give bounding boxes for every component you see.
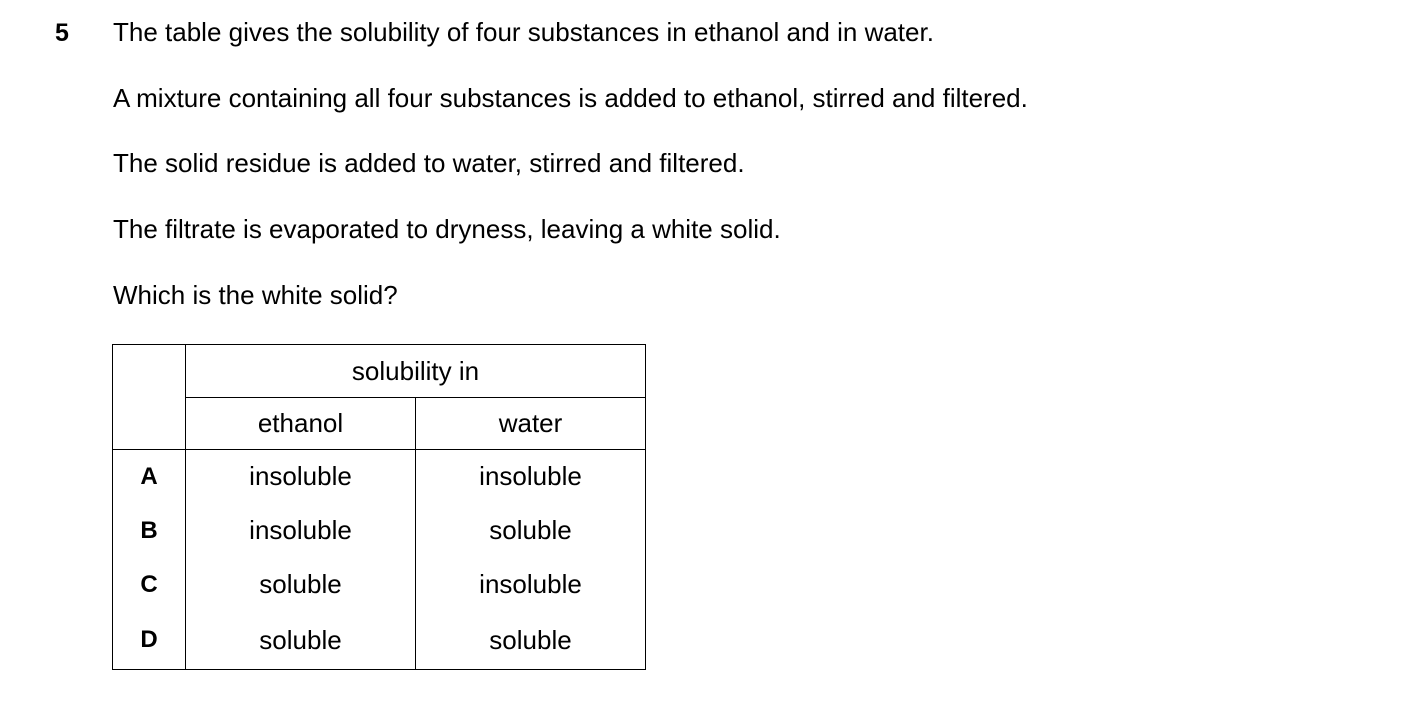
water-cell: insoluble: [416, 558, 646, 612]
option-letter: C: [113, 558, 186, 612]
table-row: [113, 558, 646, 612]
table-header-row: [113, 345, 646, 398]
table-subheader-row: [113, 398, 646, 450]
column-header-water: water: [416, 398, 646, 450]
ethanol-cell: insoluble: [186, 504, 416, 558]
ethanol-cell: insoluble: [186, 450, 416, 504]
table-corner-cell: [113, 345, 186, 450]
table-row: [113, 504, 646, 558]
ethanol-cell: soluble: [186, 612, 416, 670]
question-paragraph-3: The solid residue is added to water, stirred and filtered.: [113, 148, 745, 178]
solubility-table: [112, 344, 646, 670]
column-header-ethanol: ethanol: [186, 398, 416, 450]
question-prompt: Which is the white solid?: [113, 280, 398, 310]
water-cell: insoluble: [416, 450, 646, 504]
option-letter: A: [113, 450, 186, 504]
table-row: [113, 612, 646, 670]
water-cell: soluble: [416, 612, 646, 670]
table-row: [113, 450, 646, 504]
question-paragraph-2: A mixture containing all four substances is added to ethanol, stirred and filtered.: [113, 83, 1028, 113]
group-header-solubility-in: solubility in: [186, 345, 646, 398]
water-cell: soluble: [416, 504, 646, 558]
option-letter: B: [113, 504, 186, 558]
question-number: 5: [55, 19, 69, 47]
question-paragraph-1: The table gives the solubility of four substances in ethanol and in water.: [113, 17, 934, 47]
question-paragraph-4: The filtrate is evaporated to dryness, leaving a white solid.: [113, 214, 781, 244]
option-letter: D: [113, 612, 186, 670]
ethanol-cell: soluble: [186, 558, 416, 612]
